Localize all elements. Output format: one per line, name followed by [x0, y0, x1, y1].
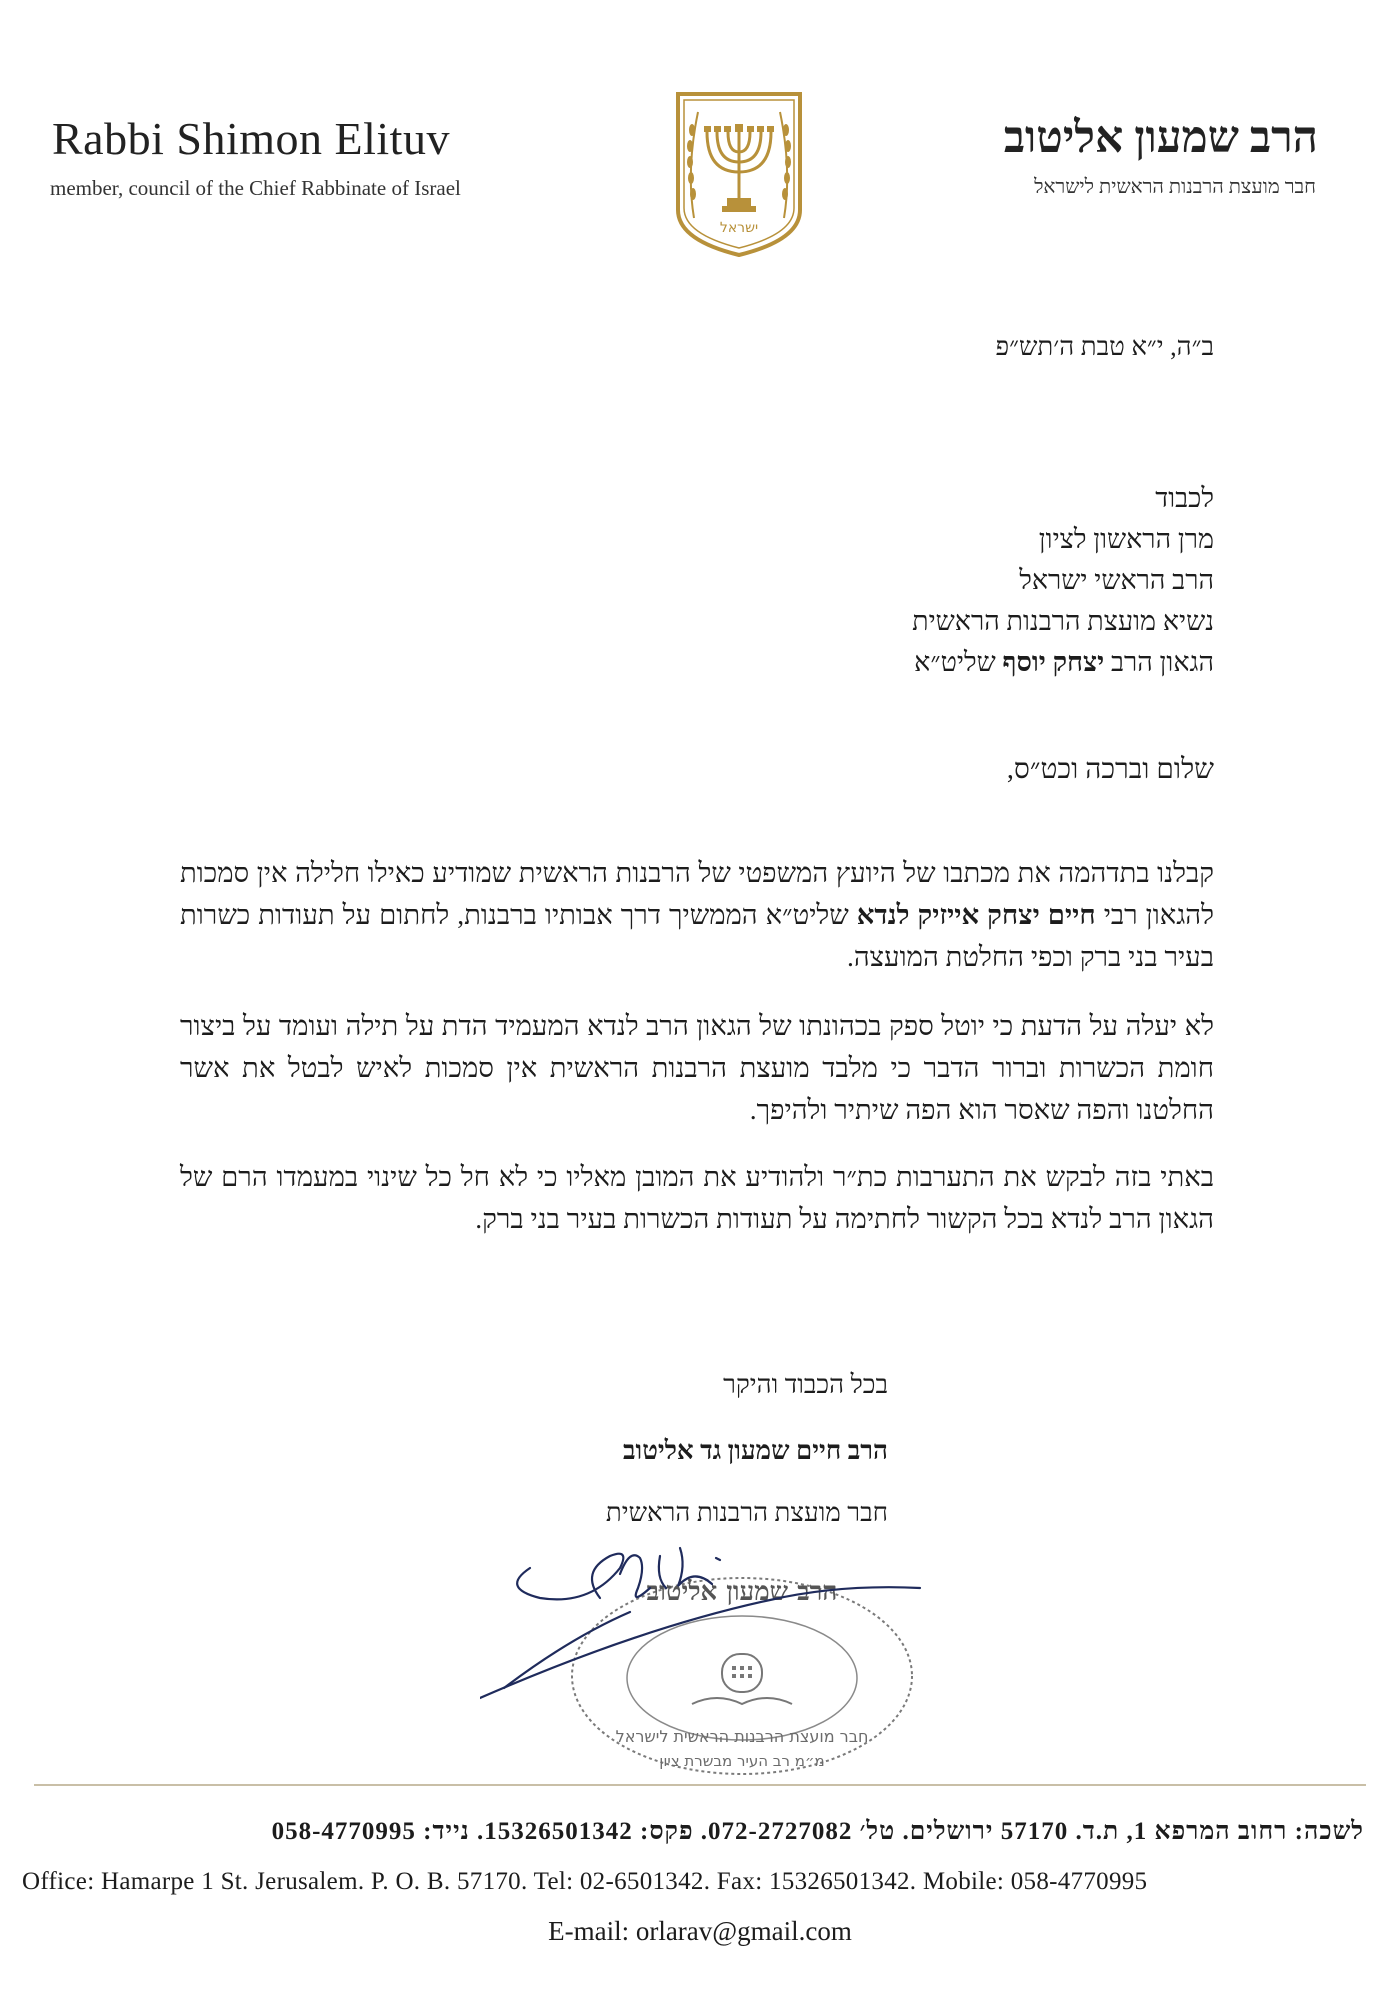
body-paragraph-2: לא יעלה על הדעת כי יוטל ספק בכהונתו של הגאון הרב לנדא המעמיד הדת על תילה ועומד על ביצור חומת הכשרות וברור הדבר כי מלבד מועצת הרבנות הראשית אין סמכות לאיש לבטל את אשר החלטנו והפה שאסר הוא הפה שיתיר ולהיפך.: [180, 1010, 1214, 1125]
greeting: שלום וברכה וכט״ס,: [1006, 754, 1214, 785]
letterhead-title-en: member, council of the Chief Rabbinate of Israel: [50, 176, 461, 200]
letterhead-title-he: חבר מועצת הרבנות הראשית לישראל: [1034, 176, 1316, 198]
footer-address-he: לשכה: רחוב המרפא 1, ת.ד. 57170 ירושלים. טל׳ 072-2727082. פקס: 15326501342. נייד: 058-4770995: [271, 1818, 1364, 1845]
recipient-block: [912, 478, 1214, 683]
footer-divider: [34, 1784, 1366, 1786]
stamp-ring-text: חבר מועצת הרבנות הראשית לישראל: [615, 1727, 869, 1746]
handwritten-signature: [480, 1548, 920, 1698]
footer-email: E-mail: orlarav@gmail.com: [548, 1916, 852, 1946]
signature-stamp: [480, 1528, 960, 1788]
recipient-name: יצחק יוסף: [1002, 647, 1105, 677]
emblem-text: ישראל: [719, 220, 759, 236]
rabbi-landau-name: חיים יצחק אייזיק לנדא: [856, 899, 1096, 930]
recipient-line: נשיא מועצת הרבנות הראשית: [912, 606, 1214, 636]
body-paragraph-3: באתי בזה לבקש את התערבות כת״ר ולהודיע את המובן מאליו כי לא חל כל שינוי במעמדו הרם של הגאון הרב לנדא בכל הקשור לחתימה על תעודות הכשרות בעיר בני ברק.: [180, 1161, 1214, 1234]
letterhead-name-he: הרב שמעון אליטוב: [1003, 113, 1318, 162]
stamp-name: הרב שמעון אליטוב: [646, 1577, 838, 1607]
closing-line: בכל הכבוד והיקר: [723, 1370, 888, 1399]
recipient-line: מרן הראשון לציון: [1038, 524, 1214, 554]
recipient-line: לכבוד: [1155, 483, 1214, 513]
recipient-line: הרב הראשי ישראל: [1019, 565, 1214, 595]
recipient-line: הגאון הרב יצחק יוסף שליט״א: [914, 647, 1214, 677]
signer-role: חבר מועצת הרבנות הראשית: [605, 1498, 888, 1527]
body-paragraph-1: קבלנו בתדהמה את מכתבו של היועץ המשפטי של הרבנות הראשית שמודיע כאילו חלילה אין סמכות להגאון רבי חיים יצחק אייזיק לנדא שליט״א הממשיך דרך אבותיו ברבנות, לחתום על תעודות כשרות בעיר בני ברק וכפי החלטת המועצה.: [180, 857, 1214, 972]
state-emblem-icon: [672, 90, 806, 258]
letterhead-name-en: Rabbi Shimon Elituv: [52, 113, 450, 164]
letter-date: ב״ה, י״א טבת ה׳תש״פ: [995, 332, 1214, 361]
footer-address-en: Office: Hamarpe 1 St. Jerusalem. P. O. B. 57170. Tel: 02-6501342. Fax: 15326501342. Mobile: 058-4770995: [22, 1868, 1148, 1895]
signer-name: הרב חיים שמעון גד אליטוב: [623, 1436, 888, 1465]
stamp-bottom-text: מ״מ רב העיר מבשרת ציון: [659, 1752, 825, 1770]
